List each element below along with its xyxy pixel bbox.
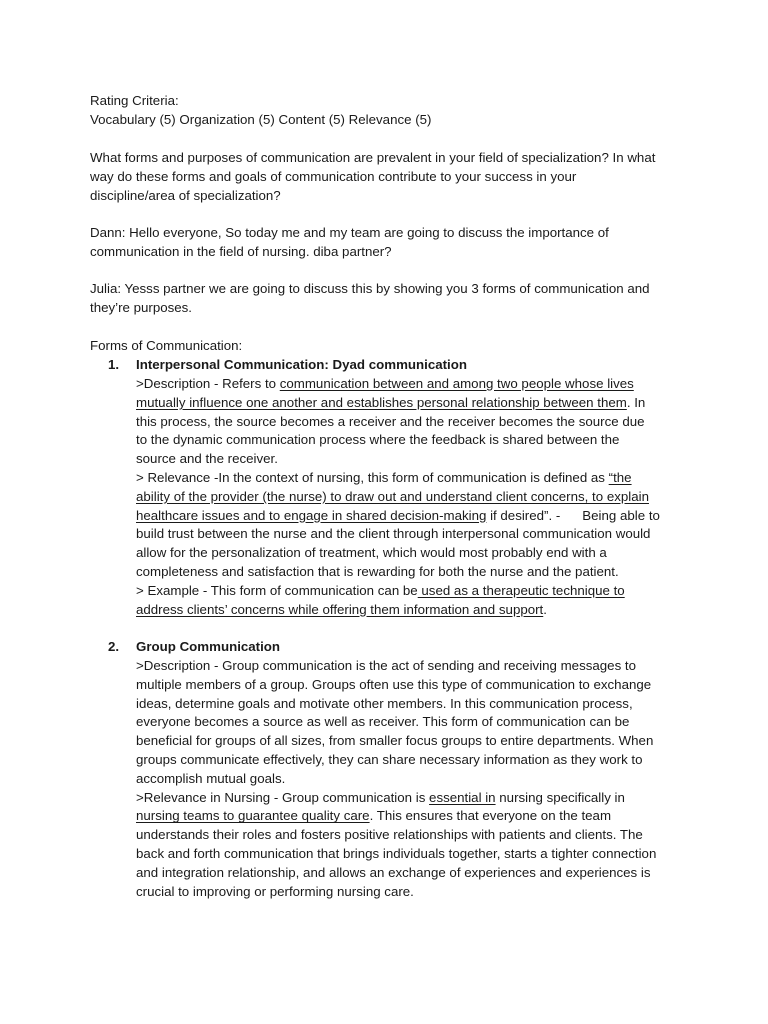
forms-heading bbox=[90, 337, 690, 356]
description-text: . In bbox=[626, 394, 646, 410]
description-line: accomplish mutual goals. bbox=[136, 770, 286, 786]
underlined-text: essential in bbox=[429, 789, 496, 805]
underlined-text: ability of the provider (the nurse) to draw out and understand client concerns, to explain bbox=[136, 488, 649, 504]
item-title: Group Communication bbox=[136, 639, 281, 654]
underlined-text: used as a therapeutic technique to bbox=[417, 582, 625, 598]
relevance-line bbox=[136, 488, 696, 507]
example-line bbox=[136, 601, 696, 620]
example-text: . bbox=[543, 601, 547, 617]
description-line: this process, the source becomes a receiver and the receiver becomes the source due bbox=[136, 413, 645, 429]
description-line: source and the receiver. bbox=[136, 451, 278, 467]
relevance-line: crucial to improving or performing nursing care. bbox=[136, 883, 414, 899]
rating-label: Rating Criteria: bbox=[90, 93, 179, 108]
example-line bbox=[136, 582, 696, 601]
dann-paragraph bbox=[90, 224, 690, 262]
description-line bbox=[136, 394, 696, 413]
item2-body bbox=[136, 657, 696, 901]
julia-paragraph bbox=[90, 280, 690, 318]
rating-criteria bbox=[90, 92, 690, 130]
relevance-line bbox=[136, 807, 696, 826]
relevance-line bbox=[136, 507, 696, 526]
dann-line: Dann: Hello everyone, So today me and my team are going to discuss the importance of bbox=[90, 225, 609, 240]
julia-line: Julia: Yesss partner we are going to discuss this by showing you 3 forms of communication and bbox=[90, 281, 650, 296]
item1-body bbox=[136, 375, 696, 619]
relevance-line: allow for the personalization of treatment, which would most probably end with a bbox=[136, 545, 607, 561]
relevance-line bbox=[136, 789, 696, 808]
underlined-text: “the bbox=[608, 469, 632, 485]
description-line: beneficial for groups of all sizes, from smaller focus groups to entire departments. When bbox=[136, 733, 654, 749]
question-paragraph bbox=[90, 149, 690, 205]
list-number: 2. bbox=[108, 639, 120, 654]
description-line: groups communicate effectively, they can share necessary information as they work to bbox=[136, 751, 643, 767]
item-title: Interpersonal Communication: Dyad communication bbox=[136, 357, 467, 372]
underlined-text: nursing teams to guarantee quality care bbox=[136, 808, 370, 824]
relevance-line: completeness and satisfaction that is rewarding for both the nurse and the patient. bbox=[136, 563, 619, 579]
question-line: What forms and purposes of communication are prevalent in your field of specialization? In what bbox=[90, 150, 656, 165]
dann-line: communication in the field of nursing. diba partner? bbox=[90, 243, 392, 259]
relevance-line bbox=[136, 469, 696, 488]
forms-heading-text: Forms of Communication: bbox=[90, 338, 243, 353]
description-line: to the dynamic communication process where the feedback is shared between the bbox=[136, 432, 620, 448]
underlined-text: address clients’ concerns while offering them information and support bbox=[136, 601, 544, 617]
question-line: way do these forms and goals of communication contribute to your success in your bbox=[90, 168, 577, 184]
julia-line: they’re purposes. bbox=[90, 299, 192, 315]
description-prefix: >Description - Refers to bbox=[136, 376, 280, 391]
description-line bbox=[136, 375, 696, 394]
description-line: ideas, determine goals and motivate other members. In this communication process, bbox=[136, 695, 633, 711]
relevance-text: nursing specifically in bbox=[495, 789, 625, 805]
example-prefix: > Example - This form of communication can be bbox=[136, 582, 418, 598]
relevance-text: . This ensures that everyone on the team bbox=[369, 808, 612, 824]
underlined-text: mutually influence one another and establishes personal relationship between them bbox=[136, 394, 627, 410]
relevance-line: understands their roles and fosters positive relationships with patients and clients. The bbox=[136, 827, 643, 843]
rating-criteria-list: Vocabulary (5) Organization (5) Content (5) Relevance (5) bbox=[90, 111, 432, 127]
relevance-line: and integration relationship, and allows an exchange of experiences and experiences is bbox=[136, 864, 651, 880]
list-number: 1. bbox=[108, 357, 120, 372]
underlined-text: communication between and among two people whose lives bbox=[279, 376, 634, 391]
question-line: discipline/area of specialization? bbox=[90, 187, 281, 203]
description-line: multiple members of a group. Groups often use this type of communication to exchange bbox=[136, 676, 652, 692]
relevance-line: back and forth communication that brings individuals together, starts a tighter connection bbox=[136, 845, 657, 861]
relevance-line: build trust between the nurse and the client through interpersonal communication would bbox=[136, 526, 651, 542]
description-line: everyone becomes a source as well as receiver. This form of communication can be bbox=[136, 714, 630, 730]
description-line: >Description - Group communication is the act of sending and receiving messages to bbox=[136, 658, 636, 673]
underlined-text: healthcare issues and to engage in shared decision-making bbox=[136, 507, 487, 523]
relevance-text: if desired”. - bbox=[486, 507, 561, 523]
relevance-text: Being able to bbox=[582, 507, 660, 523]
relevance-prefix: >Relevance in Nursing - Group communication is bbox=[136, 789, 430, 805]
relevance-prefix: > Relevance -In the context of nursing, this form of communication is defined as bbox=[136, 469, 609, 485]
